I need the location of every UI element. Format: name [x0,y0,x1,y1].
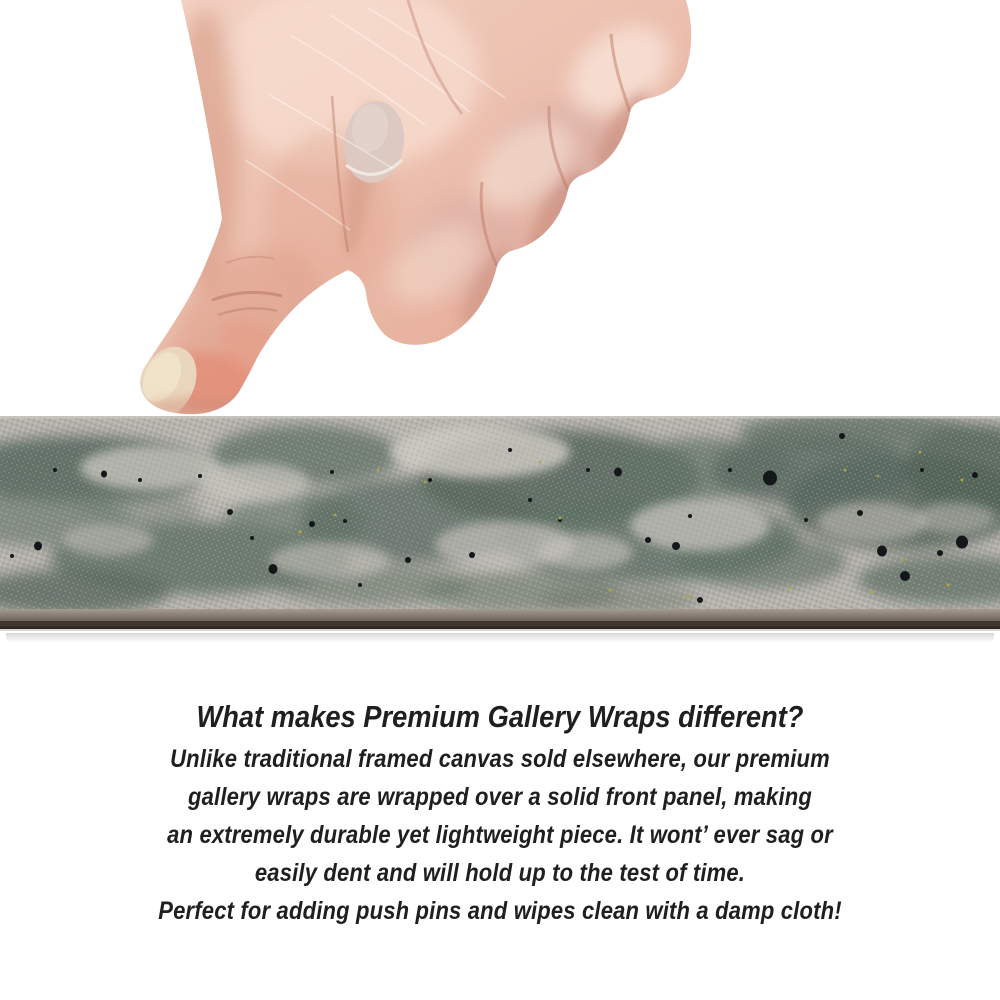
canvas-edge-photo [0,416,1000,636]
body-line-2: gallery wraps are wrapped over a solid front panel, making [188,783,812,811]
page-title: What makes Premium Gallery Wraps different? [196,699,804,734]
body-line-3: an extremely durable yet lightweight piece. It wont’ ever sag or [167,821,833,849]
canvas-texture [0,416,1000,614]
body-line-4: easily dent and will hold up to the test of time. [254,859,746,887]
body-line-1: Unlike traditional framed canvas sold elsewhere, our premium [170,745,830,773]
canvas-panel-edge [0,609,1000,631]
panel-drop-shadow [6,633,994,643]
body-line-5: Perfect for adding push pins and wipes clean with a damp cloth! [158,897,842,925]
marketing-text-block [60,694,940,930]
hand-photo [0,0,1000,432]
